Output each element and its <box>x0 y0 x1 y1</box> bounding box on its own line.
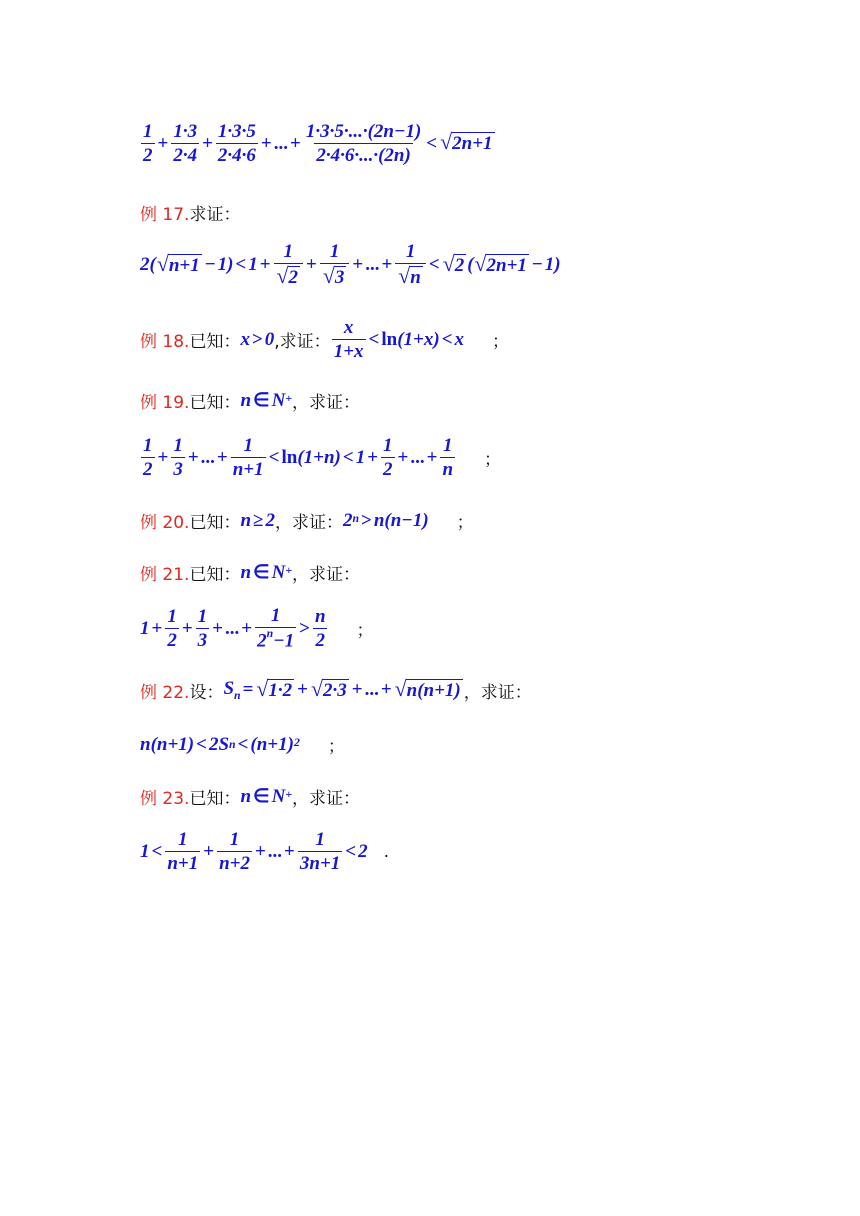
example-18 <box>140 318 509 362</box>
formula-line-19 <box>140 436 501 480</box>
example-17-heading <box>140 200 240 225</box>
formula-reciprocal-sum: 1 < $\frac{1}{n+1}$ + $\frac{1}{n+2}$ + ... + $\frac{1}{3n+1}$ < 2 <box>140 829 368 874</box>
formula-power-bound: 2 $^n$ > n(n−1) <box>342 509 429 531</box>
formula-condition: x > 0 <box>240 328 275 350</box>
formula-condition: n ∈ N + <box>240 561 293 583</box>
formula-condition: n ∈ N + <box>240 785 293 807</box>
example-text: 已知： <box>189 789 241 809</box>
example-19-heading <box>140 388 360 413</box>
example-label: 例 20. <box>140 513 190 533</box>
example-label: 例 19. <box>140 393 190 413</box>
example-label: 例 22. <box>140 683 190 703</box>
line-end: ； <box>356 621 374 642</box>
example-text: 已知： <box>189 393 241 413</box>
formula-line-21 <box>140 606 374 651</box>
formula-line-1 <box>140 122 496 166</box>
formula-sn-definition: $S_n$ = √ 1·2 + √ 2·3 + ... + √ n(n+1) <box>223 677 461 702</box>
example-label: 例 18. <box>140 332 190 353</box>
example-text: 求证： <box>189 205 241 225</box>
example-text-2: ,求证： <box>274 332 331 353</box>
example-text: 已知： <box>189 565 241 585</box>
formula-harmonic-lower: 1 + $\frac{1}{2}$ + $\frac{1}{3}$ + ... + $\frac{1}{2^n-1}$ > $\frac{n}{2}$ <box>140 605 326 652</box>
line-end: . <box>383 841 390 862</box>
example-23-heading <box>140 784 360 809</box>
line-end: ； <box>456 513 474 533</box>
formula-condition: n ∈ N + <box>240 389 293 411</box>
formula-line-23 <box>140 830 389 874</box>
example-text-2: ，求证： <box>292 789 361 809</box>
example-21-heading <box>140 560 360 585</box>
example-label: 例 17. <box>140 205 190 225</box>
formula-product-sum: $\frac{1}{2}$ + $\frac{1\cdot 3}{2\cdot 4}$ + $\frac{1\cdot 3\cdot 5}{2\cdot 4\cdot 6}$ + ... + $\frac{1\cdot 3\cdot 5\cdot...\cdot(2n-1)}{2\cdot 4\cdot 6\cdot...\cdot(2n)}$ < √ 2n+1 <box>143 121 493 166</box>
formula-condition: n ≥ 2 <box>240 509 275 531</box>
example-text-2: ，求证： <box>274 513 343 533</box>
example-label: 例 23. <box>140 789 190 809</box>
formula-sn-bound: n(n+1) < 2S n < (n+1) $^2$ <box>140 733 300 755</box>
example-20 <box>140 508 474 533</box>
formula-harmonic-log: $\frac{1}{2}$ + $\frac{1}{3}$ + ... + $\frac{1}{n+1}$ < ln (1+n) < 1 + $\frac{1}{2}$ + ... + $\frac{1}{n}$ <box>143 435 454 480</box>
formula-line-22 <box>140 732 345 757</box>
formula-log-bound: $\frac{x}{1+x}$ < ln (1+x) < x <box>333 317 465 362</box>
example-text-2: ，求证： <box>292 393 361 413</box>
line-end: ； <box>484 450 502 471</box>
line-end: ； <box>327 737 345 757</box>
formula-line-17 <box>140 242 561 289</box>
example-text: 已知： <box>189 332 241 353</box>
formula-sqrt-sum: 2( √ n+1 − 1) < 1 + 1 √ 2 + 1 √ 3 + ... + 1 √ n < √ 2 ( √ 2n+1 − 1) <box>140 241 561 288</box>
example-text-2: ，求证： <box>463 683 532 703</box>
example-label: 例 21. <box>140 565 190 585</box>
line-end: ； <box>492 332 510 353</box>
example-text: 设： <box>189 683 224 703</box>
example-text-2: ，求证： <box>292 565 361 585</box>
example-22-heading <box>140 678 532 703</box>
example-text: 已知： <box>189 513 241 533</box>
